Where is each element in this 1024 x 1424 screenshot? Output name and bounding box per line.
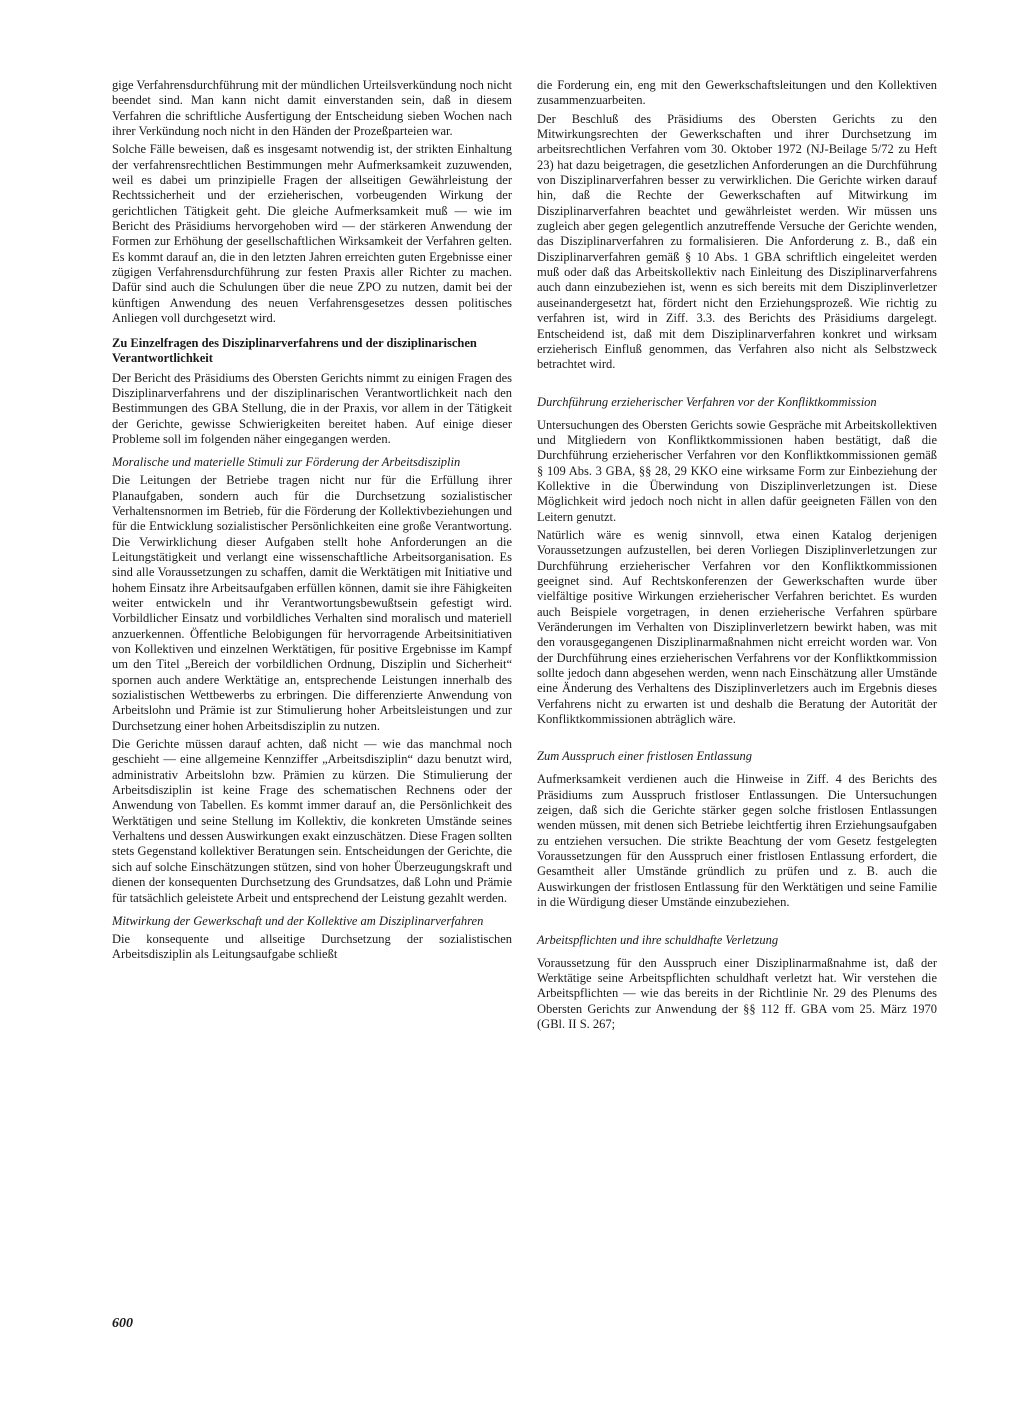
- subsection-heading: Mitwirkung der Gewerkschaft und der Kollektive am Disziplinarverfahren: [112, 913, 484, 928]
- section-heading: Zu Einzelfragen des Disziplinarverfahrens und der disziplinarischen Verantwortlichkeit: [112, 335, 477, 365]
- paragraph: Solche Fälle beweisen, daß es insgesamt notwendig ist, der strikten Einhaltung der verfahrensrechtlichen Bestimmungen mehr Aufmerksamkeit zuzuwenden, weil es dabei um prinzipielle Fragen der allseitigen Gewährleistung der Rechtssicherheit und der erzieherischen, vorbeugenden Wirkung der gerichtlichen Tätigkeit geht. Die gleiche Aufmerksamkeit muß — wie im Bericht des Präsidiums hervorgehoben wird — der stärkeren Anwendung der Formen zur Erhöhung der gesellschaftlichen Wirksamkeit der Verfahren gelten. Es kommt darauf an, die in den letzten Jahren erreichten guten Ergebnisse einer zügigen Verfahrensdurchführung zur festen Praxis aller Richter zu machen. Dafür sind auch die Schulungen über die neue ZPO zu nutzen, damit bei der künftigen Anwendung des neuen Verfahrensgesetzes dessen politisches Anliegen voll durchgesetzt wird.: [112, 142, 512, 326]
- paragraph: Der Beschluß des Präsidiums des Obersten Gerichts zu den Mitwirkungsrechten der Gewerkschaften und ihrer Durchsetzung im arbeitsrechtlichen Verfahren vom 30. Oktober 1972 (NJ-Beilage 5/72 zu Heft 23) hat dazu beigetragen, die gesetzlichen Anforderungen an die Durchführung von Disziplinarverfahren besser zu verwirklichen. Die Gerichte wirken darauf hin, daß die Rechte der Gewerkschaften auf Mitwirkung im Disziplinarverfahren beachtet und gewährleistet werden. Wir müssen uns zugleich aber gegen gelegentlich anzutreffende Versuche der Gerichte wenden, das Disziplinarverfahren zu formalisieren. Die Anforderung z. B., daß ein Disziplinarverfahren gemäß § 10 Abs. 1 GBA schriftlich eingeleitet werden muß oder daß das Arbeitskollektiv nach Einleitung des Disziplinarverfahrens auch dann einzubeziehen ist, wenn es sich bereits mit dem Disziplinverletzer auseinandergesetzt hat, fördert nicht den Erziehungsprozeß. Wie richtig zu verfahren ist, wird in Ziff. 3.3. des Berichts des Präsidiums dargelegt. Entscheidend ist, daß mit dem Disziplinarverfahren konkret und wirksam erzieherisch Einfluß genommen, das Verfahren also nicht als Selbstzweck betrachtet wird.: [537, 111, 937, 372]
- paragraph: Aufmerksamkeit verdienen auch die Hinweise in Ziff. 4 des Berichts des Präsidiums zum Ausspruch fristloser Entlassungen. Die Untersuchungen zeigen, daß sich die Gerichte stärker gegen solche fristlosen Entlassungen wenden müssen, mit denen sich Betriebe leichtfertig ihren Erziehungsaufgaben zu entziehen versuchen. Die strikte Beachtung der vom Gesetz festgelegten Voraussetzungen für den Ausspruch einer fristlosen Entlassung erfordert, die Gesamtheit aller Umstände gründlich zu prüfen und z. B. auch die Auswirkungen der fristlosen Entlassung für den Werktätigen und seine Familie in die Würdigung dieser Umstände einzubeziehen.: [537, 772, 937, 910]
- paragraph: Natürlich wäre es wenig sinnvoll, etwa einen Katalog derjenigen Voraussetzungen aufzustellen, bei deren Vorliegen Disziplinverletzungen zur Durchführung erzieherischer Verfahren vor den Konfliktkommissionen geeignet sind. Auf Rechtskonferenzen der Gewerkschaften wurde über vielfältige positive Wirkungen erzieherischer Verfahren berichtet. Es wurden auch Beispiele vorgetragen, in denen erzieherische Verfahren spürbare Veränderungen im Verhalten von Disziplinverletzern bewirkt haben, was mit den vorausgegangenen Disziplinarmaßnahmen nicht erreicht worden war. Von der Durchführung eines erzieherischen Verfahrens vor der Konfliktkommission sollte jedoch dann abgesehen werden, wenn nach Einschätzung aller Umstände eine Änderung des Verhaltens des Disziplinverletzers auch im Ergebnis dieses Verfahrens nicht zu erwarten ist und deshalb die Beratung der Autorität der Konfliktkommissionen abträglich wäre.: [537, 527, 937, 727]
- paragraph: Die Gerichte müssen darauf achten, daß nicht — wie das manchmal noch geschieht — eine allgemeine Kennziffer „Arbeitsdisziplin“ dazu benutzt wird, administrativ Arbeitslohn bzw. Prämien zu kürzen. Die Stimulierung der Arbeitsdisziplin ist keine Frage des schematischen Rechnens oder der Anwendung von Tabellen. Es kommt immer darauf an, die Persönlichkeit des Werktätigen und seine Stellung im Kollektiv, die konkreten Umstände seines Verhaltens und dessen Auswirkungen exakt einzuschätzen. Diese Fragen sollten stets Gegenstand kollektiver Beratungen sein. Entscheidungen der Gerichte, die sich auf solche Einschätzungen stützen, sind von hoher Überzeugungskraft und dienen der konsequenten Durchsetzung des Grundsatzes, daß Lohn und Prämie für tatsächlich geleistete Arbeit und entsprechend der Leistung gezahlt werden.: [112, 737, 512, 905]
- paragraph: Der Bericht des Präsidiums des Obersten Gerichts nimmt zu einigen Fragen des Disziplinarverfahrens und der disziplinarischen Verantwortlichkeit nach den Bestimmungen des GBA Stellung, die in der Praxis, vor allem in der Tätigkeit der Gerichte, gewisse Schwierigkeiten bereitet haben. Auf einige dieser Probleme soll im folgenden näher eingegangen werden.: [112, 370, 512, 446]
- right-column: [537, 78, 937, 1035]
- left-column: [112, 78, 512, 966]
- subsection-heading: Durchführung erzieherischer Verfahren vor der Konfliktkommission: [537, 394, 877, 409]
- subsection-heading: Arbeitspflichten und ihre schuldhafte Verletzung: [537, 932, 779, 947]
- paragraph: gige Verfahrensdurchführung mit der mündlichen Urteilsverkündung noch nicht beendet sind. Man kann nicht damit einverstanden sein, daß in diesem Verfahren die schriftliche Ausfertigung der Entscheidung sieben Wochen nach ihrer Verkündung noch nicht in den Händen der Prozeßparteien war.: [112, 78, 513, 139]
- subsection-heading: Zum Ausspruch einer fristlosen Entlassung: [537, 749, 753, 764]
- subsection-heading: Moralische und materielle Stimuli zur Förderung der Arbeitsdisziplin: [112, 455, 461, 470]
- paragraph: die Forderung ein, eng mit den Gewerkschaftsleitungen und den Kollektiven zusammenzuarbeiten.: [537, 78, 937, 108]
- paragraph: Voraussetzung für den Ausspruch einer Disziplinarmaßnahme ist, daß der Werktätige seine Arbeitspflichten schuldhaft verletzt hat. Wir verstehen die Arbeitspflichten — wie das bereits in der Richtlinie Nr. 29 des Plenums des Obersten Gerichts zur Anwendung der §§ 112 ff. GBA vom 25. März 1970 (GBl. II S. 267;: [537, 955, 937, 1031]
- paragraph: Untersuchungen des Obersten Gerichts sowie Gespräche mit Arbeitskollektiven und Mitgliedern von Konfliktkommissionen haben bestätigt, daß die Durchführung erzieherischer Verfahren vor den Konfliktkommissionen gemäß § 109 Abs. 3 GBA, §§ 28, 29 KKO eine wirksame Form zur Einbeziehung der Kollektive in die Überwindung von Disziplinverletzungen ist. Diese Möglichkeit wird jedoch noch nicht in allen dafür geeigneten Fällen von den Leitern genutzt.: [537, 417, 937, 524]
- paragraph: Die konsequente und allseitige Durchsetzung der sozialistischen Arbeitsdisziplin als Leitungsaufgabe schließt: [112, 931, 512, 962]
- page-number: 600: [112, 1316, 133, 1331]
- paragraph: Die Leitungen der Betriebe tragen nicht nur für die Erfüllung ihrer Planaufgaben, sondern auch für die Durchsetzung sozialistischer Verhaltensnormen im Betrieb, für die Förderung der Kollektivbeziehungen und für die Entwicklung sozialistischer Persönlichkeiten eine große Verantwortung. Die Verwirklichung dieser Aufgaben stellt hohe Anforderungen an die Leitungstätigkeit und verlangt eine wissenschaftliche Arbeitsorganisation. Es sind alle Voraussetzungen zu schaffen, damit die Werktätigen mit Initiative und hohem Einsatz ihre Arbeitsaufgaben erfüllen können, damit sie ihre Fähigkeiten weiter entwickeln und ihr Verantwortungsbewußtsein gefestigt wird. Vorbildlicher Einsatz und vorbildliches Verhalten sind moralisch und materiell anzuerkennen. Öffentliche Belobigungen für hervorragende Arbeitsinitiativen von Kollektiven und einzelnen Werktätigen, für positive Ergebnisse im Kampf um den Titel „Bereich der vorbildlichen Ordnung, Disziplin und Sicherheit“ spornen auch andere Werktätige an, entsprechende Leistungen innerhalb des sozialistischen Wettbewerbs zu erbringen. Die differenzierte Anwendung von Arbeitslohn und Prämie ist zur Stimulierung hoher Arbeitsleistungen und zur Durchsetzung einer hohen Arbeitsdisziplin zu nutzen.: [112, 473, 512, 733]
